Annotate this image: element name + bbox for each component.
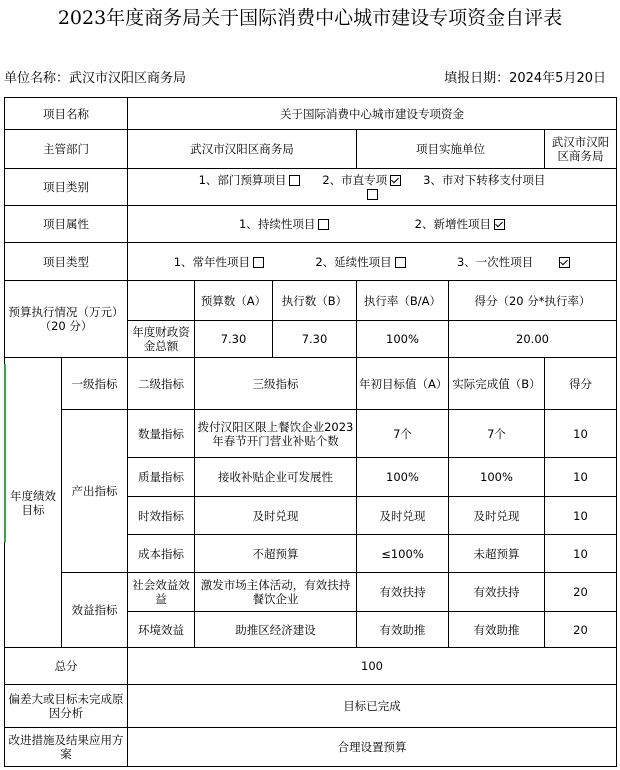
actual-cell: 有效助推: [449, 612, 545, 648]
budget-blank: [128, 281, 195, 321]
budget-h-budget: 预算数（A）: [195, 281, 273, 321]
attr-opt-2[interactable]: 2、新增性项目: [415, 217, 505, 231]
row-total: [5, 648, 617, 685]
attr-opt-1[interactable]: 1、持续性项目: [239, 217, 329, 231]
l3-cell: 激发市场主体活动，有效扶持餐饮企业: [195, 573, 357, 612]
target-cell: ≤100%: [357, 535, 449, 573]
score-cell: 10: [545, 497, 617, 535]
row-attribute: [5, 206, 617, 243]
impl-unit-label: 项目实施单位: [357, 130, 545, 169]
l2-cell: 社会效益效益: [128, 573, 195, 612]
attr-options: [128, 206, 617, 243]
project-name-label: 项目名称: [5, 98, 128, 130]
checkbox-icon[interactable]: [367, 189, 378, 200]
page-title: 2023年度商务局关于国际消费中心城市建设专项资金自评表: [57, 7, 563, 29]
actual-cell: 100%: [449, 458, 545, 497]
category-label: 项目类别: [5, 169, 128, 206]
checkbox-checked-icon[interactable]: [559, 257, 570, 268]
checkbox-icon[interactable]: [318, 219, 329, 230]
row-type: [5, 243, 617, 281]
target-cell: 有效扶持: [357, 573, 449, 612]
type-opt-1[interactable]: 1、常年性项目: [174, 255, 264, 269]
checkbox-checked-icon[interactable]: [494, 219, 505, 230]
improve-value: 合理设置预算: [128, 728, 617, 767]
row-perf-header: [5, 358, 617, 410]
evaluation-table: [4, 97, 617, 767]
unit-name: 单位名称：武汉市汉阳区商务局: [4, 71, 187, 86]
score-cell: 10: [545, 535, 617, 573]
row-deviation: [5, 685, 617, 728]
checkbox-icon[interactable]: [395, 257, 406, 268]
l3-cell: 及时兑现: [195, 497, 357, 535]
fill-date: 填报日期：2024年5月20日: [444, 71, 606, 86]
row-department: [5, 130, 617, 169]
perf-h2: 二级指标: [128, 358, 195, 410]
checkbox-checked-icon[interactable]: [390, 175, 401, 186]
selection-edge: [4, 364, 6, 542]
output-indicator-label: 产出指标: [62, 410, 128, 573]
project-name-value: 关于国际消费中心城市建设专项资金: [128, 98, 617, 130]
improve-label: 改进措施及结果应用方案: [5, 728, 128, 767]
deviation-value: 目标已完成: [128, 685, 617, 728]
type-options: [128, 243, 617, 281]
benefit-indicator-label: 效益指标: [62, 573, 128, 648]
l2-cell: 时效指标: [128, 497, 195, 535]
budget-value: 7.30: [195, 321, 273, 358]
deviation-label: 偏差大或目标未完成原因分析: [5, 685, 128, 728]
score-cell: 10: [545, 410, 617, 458]
score-cell: 20: [545, 573, 617, 612]
category-options: [128, 169, 617, 206]
l3-cell: 接收补贴企业可发展性: [195, 458, 357, 497]
l2-cell: 成本指标: [128, 535, 195, 573]
row-project-name: [5, 98, 617, 130]
perf-section-label: 年度绩效目标: [5, 358, 62, 648]
l2-cell: 质量指标: [128, 458, 195, 497]
perf-h1: 一级指标: [62, 358, 128, 410]
perf-h5: 实际完成值（B）: [449, 358, 545, 410]
score-cell: 20: [545, 612, 617, 648]
perf-h4: 年初目标值（A）: [357, 358, 449, 410]
total-value: 100: [128, 648, 617, 685]
l2-cell: 环境效益: [128, 612, 195, 648]
dept-value: 武汉市汉阳区商务局: [128, 130, 357, 169]
budget-h-score: 得分（20 分*执行率）: [449, 281, 617, 321]
l3-cell: 不超预算: [195, 535, 357, 573]
dept-label: 主管部门: [5, 130, 128, 169]
actual-cell: 未超预算: [449, 535, 545, 573]
budget-h-rate: 执行率（B/A）: [357, 281, 449, 321]
category-opt-3[interactable]: 3、市对下转移支付项目: [367, 173, 546, 201]
exec-value: 7.30: [273, 321, 357, 358]
type-opt-2[interactable]: 2、延续性项目: [315, 255, 405, 269]
checkbox-icon[interactable]: [253, 257, 264, 268]
target-cell: 100%: [357, 458, 449, 497]
l3-cell: 拨付汉阳区限上餐饮企业2023年春节开门营业补贴个数: [195, 410, 357, 458]
target-cell: 7个: [357, 410, 449, 458]
type-label: 项目类型: [5, 243, 128, 281]
budget-row-label: 年度财政资金总额: [128, 321, 195, 358]
impl-unit-value: 武汉市汉阳区商务局: [545, 130, 617, 169]
rate-value: 100%: [357, 321, 449, 358]
score-cell: 10: [545, 458, 617, 497]
target-cell: 及时兑现: [357, 497, 449, 535]
row-category: [5, 169, 617, 206]
type-opt-3[interactable]: 3、一次性项目: [457, 255, 570, 269]
checkbox-icon[interactable]: [289, 175, 300, 186]
budget-h-exec: 执行数（B）: [273, 281, 357, 321]
l2-cell: 数量指标: [128, 410, 195, 458]
perf-h6: 得分: [545, 358, 617, 410]
category-opt-2[interactable]: 2、市直专项: [322, 173, 401, 187]
actual-cell: 及时兑现: [449, 497, 545, 535]
table-row: [5, 410, 617, 458]
perf-h3: 三级指标: [195, 358, 357, 410]
actual-cell: 有效扶持: [449, 573, 545, 612]
row-improve: [5, 728, 617, 767]
total-label: 总分: [5, 648, 128, 685]
score-value: 20.00: [449, 321, 617, 358]
table-row: [5, 573, 617, 612]
budget-label: 预算执行情况（万元）（20 分）: [5, 281, 128, 358]
attr-label: 项目属性: [5, 206, 128, 243]
category-opt-1[interactable]: 1、部门预算项目: [199, 173, 301, 187]
actual-cell: 7个: [449, 410, 545, 458]
l3-cell: 助推区经济建设: [195, 612, 357, 648]
row-budget-header: [5, 281, 617, 321]
target-cell: 有效助推: [357, 612, 449, 648]
